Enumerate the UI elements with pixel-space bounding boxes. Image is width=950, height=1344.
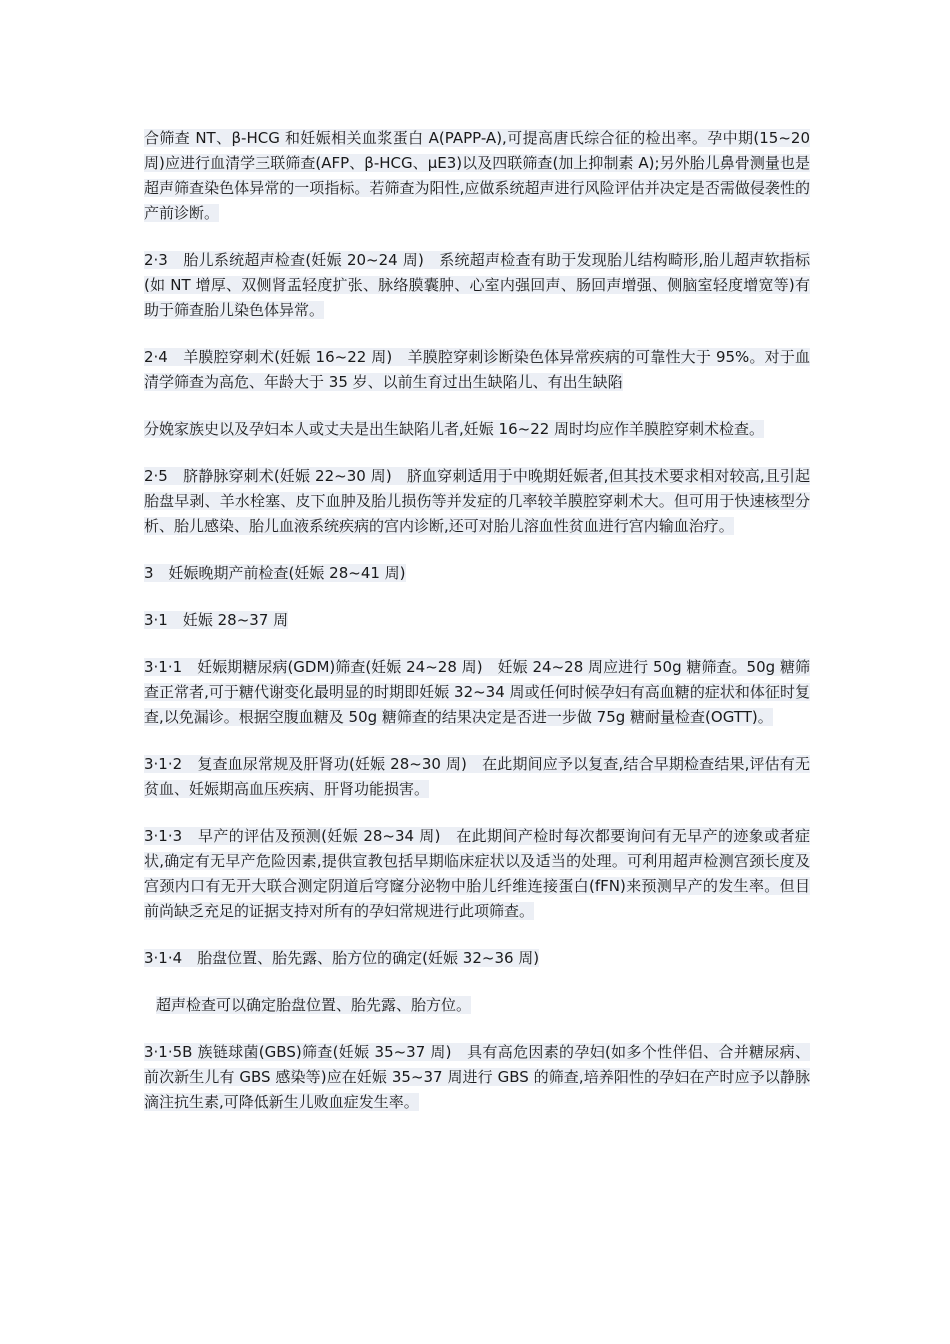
paragraph-3-1-4-placenta-heading: 3·1·4 胎盘位置、胎先露、胎方位的确定(妊娠 32~36 周) <box>144 949 540 967</box>
document-body <box>144 126 810 1137</box>
section-heading-3: 3 妊娠晚期产前检查(妊娠 28~41 周) <box>144 564 406 582</box>
paragraph-3-1-4-placenta-body: 超声检查可以确定胎盘位置、胎先露、胎方位。 <box>156 996 472 1014</box>
paragraph-2-4-amniocentesis: 2·4 羊膜腔穿刺术(妊娠 16~22 周) 羊膜腔穿刺诊断染色体异常疾病的可靠性大于 95%。对于血清学筛查为高危、年龄大于 35 岁、以前生育过出生缺陷儿、有出生缺陷 <box>144 348 810 391</box>
paragraph-2-3-fetal-ultrasound: 2·3 胎儿系统超声检查(妊娠 20~24 周) 系统超声检查有助于发现胎儿结构畸形,胎儿超声软指标(如 NT 增厚、双侧肾盂轻度扩张、脉络膜囊肿、心室内强回声、肠回声增强、侧脑室轻度增宽等)有助于筛查胎儿染色体异常。 <box>144 251 810 319</box>
paragraph-prenatal-screening-intro: 合筛查 NT、β-HCG 和妊娠相关血浆蛋白 A(PAPP-A),可提高唐氏综合征的检出率。孕中期(15~20 周)应进行血清学三联筛查(AFP、β-HCG、μE3)以及四联筛查(加上抑制素 A);另外胎儿鼻骨测量也是超声筛查染色体异常的一项指标。若筛查为阳性,应做系统超声进行风险评估并决定是否需做侵袭性的产前诊断。 <box>144 129 810 222</box>
paragraph-2-4-amniocentesis-continued: 分娩家族史以及孕妇本人或丈夫是出生缺陷儿者,妊娠 16~22 周时均应作羊膜腔穿刺术检查。 <box>144 420 765 438</box>
paragraph-3-1-5-gbs-screening: 3·1·5B 族链球菌(GBS)筛查(妊娠 35~37 周) 具有高危因素的孕妇(如多个性伴侣、合并糖尿病、前次新生儿有 GBS 感染等)应在妊娠 35~37 周进行 GBS 的筛查,培养阳性的孕妇在产时应予以静脉滴注抗生素,可降低新生儿败血症发生率。 <box>144 1043 810 1111</box>
paragraph-2-5-cordocentesis: 2·5 脐静脉穿刺术(妊娠 22~30 周) 脐血穿刺适用于中晚期妊娠者,但其技术要求相对较高,且引起胎盘早剥、羊水栓塞、皮下血肿及胎儿损伤等并发症的几率较羊膜腔穿刺术大。但可用于快速核型分析、胎儿感染、胎儿血液系统疾病的宫内诊断,还可对胎儿溶血性贫血进行宫内输血治疗。 <box>144 467 810 535</box>
paragraph-3-1-1-gdm-screening: 3·1·1 妊娠期糖尿病(GDM)筛查(妊娠 24~28 周) 妊娠 24~28 周应进行 50g 糖筛查。50g 糖筛查正常者,可于糖代谢变化最明显的时期即妊娠 32~34 周或任何时候孕妇有高血糖的症状和体征时复查,以免漏诊。根据空腹血糖及 50g 糖筛查的结果决定是否进一步做 75g 糖耐量检查(OGTT)。 <box>144 658 810 726</box>
paragraph-3-1-3-preterm: 3·1·3 早产的评估及预测(妊娠 28~34 周) 在此期间产检时每次都要询问有无早产的迹象或者症状,确定有无早产危险因素,提供宣教包括早期临床症状以及适当的处理。可利用超声检测宫颈长度及宫颈内口有无开大联合测定阴道后穹窿分泌物中胎儿纤维连接蛋白(fFN)来预测早产的发生率。但目前尚缺乏充足的证据支持对所有的孕妇常规进行此项筛查。 <box>144 827 810 920</box>
section-heading-3-1: 3·1 妊娠 28~37 周 <box>144 611 289 629</box>
paragraph-3-1-2-recheck: 3·1·2 复查血尿常规及肝肾功(妊娠 28~30 周) 在此期间应予以复查,结合早期检查结果,评估有无贫血、妊娠期高血压疾病、肝肾功能损害。 <box>144 755 810 798</box>
